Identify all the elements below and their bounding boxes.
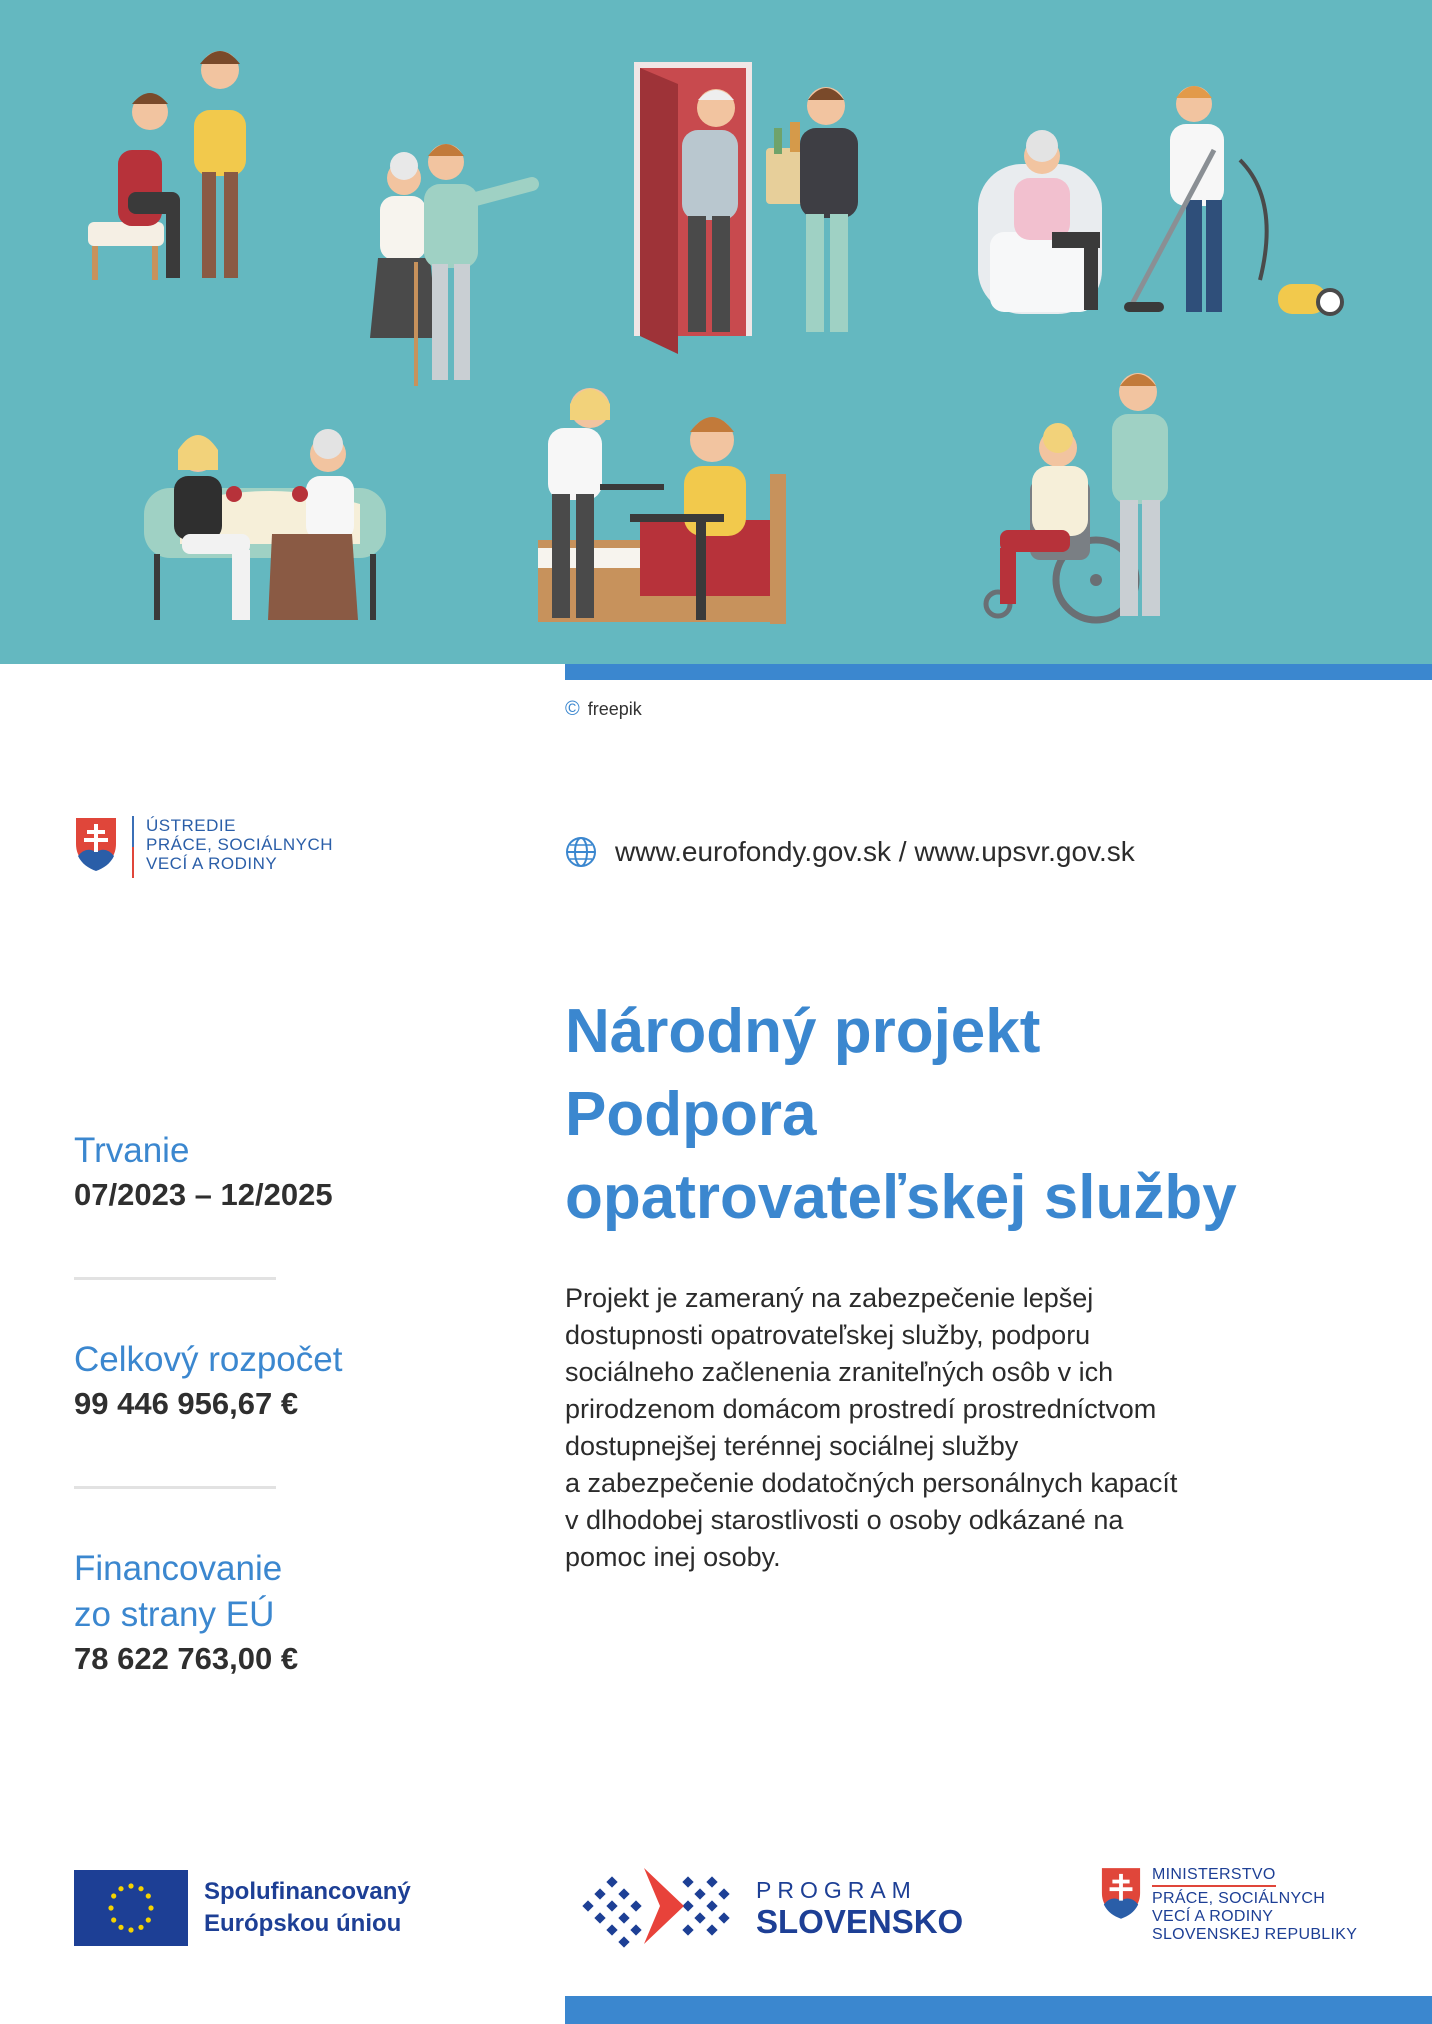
eu-cofunded-logo [74, 1870, 411, 1946]
caregivers-illustration [0, 0, 1432, 664]
credit-text: freepik [587, 699, 642, 719]
eu-funding-label-line2: zo strany EÚ [74, 1595, 275, 1634]
logo-divider [132, 816, 134, 878]
footer-accent-bar [565, 1996, 1432, 2024]
figure-armchair-vacuuming [978, 86, 1342, 314]
program-slovensko-mark-icon [580, 1866, 740, 1950]
duration-value: 07/2023 – 12/2025 [74, 1177, 333, 1212]
hero-accent-bar [565, 664, 1432, 680]
eu-funding-label-line1: Financovanie [74, 1549, 283, 1588]
eu-funding-value: 78 622 763,00 € [74, 1641, 299, 1676]
figure-door-delivery [634, 62, 858, 354]
figure-elderly-woman-helper [370, 144, 532, 386]
budget-value: 99 446 956,67 € [74, 1386, 299, 1421]
ministry-logo [1100, 1866, 1357, 1944]
budget-label: Celkový rozpočet [74, 1340, 343, 1379]
info-divider [74, 1277, 276, 1280]
duration-block [74, 1128, 494, 1216]
upsvr-logo-text: ÚSTREDIE PRÁCE, SOCIÁLNYCH VECÍ A RODINY [146, 816, 334, 873]
globe-icon [565, 836, 597, 868]
project-description: Projekt je zameraný na zabezpečenie lepšej dostupnosti opatrovateľskej služby, podporu sociálneho začlenenia zraniteľných osôb v ich prirodzenom domácom prostredí prostredníctvom dostupnejšej terénnej sociálnej služby a zabezpečenie dodatočných personálnych kapacít v dlhodobej starostlivosti o osoby odkázané na pomoc inej osoby. [565, 1283, 1178, 1572]
figure-wheelchair [986, 373, 1168, 620]
website-row [565, 836, 1135, 868]
slovak-coat-of-arms-icon [74, 816, 118, 872]
info-divider [74, 1486, 276, 1489]
eu-funding-block [74, 1546, 494, 1680]
slovak-coat-of-arms-icon [1100, 1866, 1142, 1920]
figure-bed-serving [538, 388, 786, 624]
project-title: Národný projekt Podpora opatrovateľskej služby [565, 997, 1237, 1232]
program-slovensko-text: PROGRAM SLOVENSKO [756, 1877, 964, 1940]
figure-women-on-sofa [144, 429, 386, 620]
hero-illustration [0, 0, 1432, 664]
program-slovensko-logo [580, 1866, 963, 1950]
budget-block [74, 1337, 494, 1425]
copyright-icon: © [565, 698, 580, 720]
eu-cofunded-text: Spolufinancovaný Európskou úniou [204, 1878, 411, 1937]
upsvr-logo [74, 816, 333, 878]
duration-label: Trvanie [74, 1131, 190, 1170]
image-credit [565, 698, 642, 721]
ministry-logo-text: MINISTERSTVO PRÁCE, SOCIÁLNYCH VECÍ A RODINY SLOVENSKEJ REPUBLIKY [1152, 1866, 1358, 1943]
website-text: www.eurofondy.gov.sk / www.upsvr.gov.sk [615, 836, 1135, 867]
eu-flag-icon [74, 1870, 188, 1946]
figure-seated-man-caregiver [88, 51, 246, 280]
